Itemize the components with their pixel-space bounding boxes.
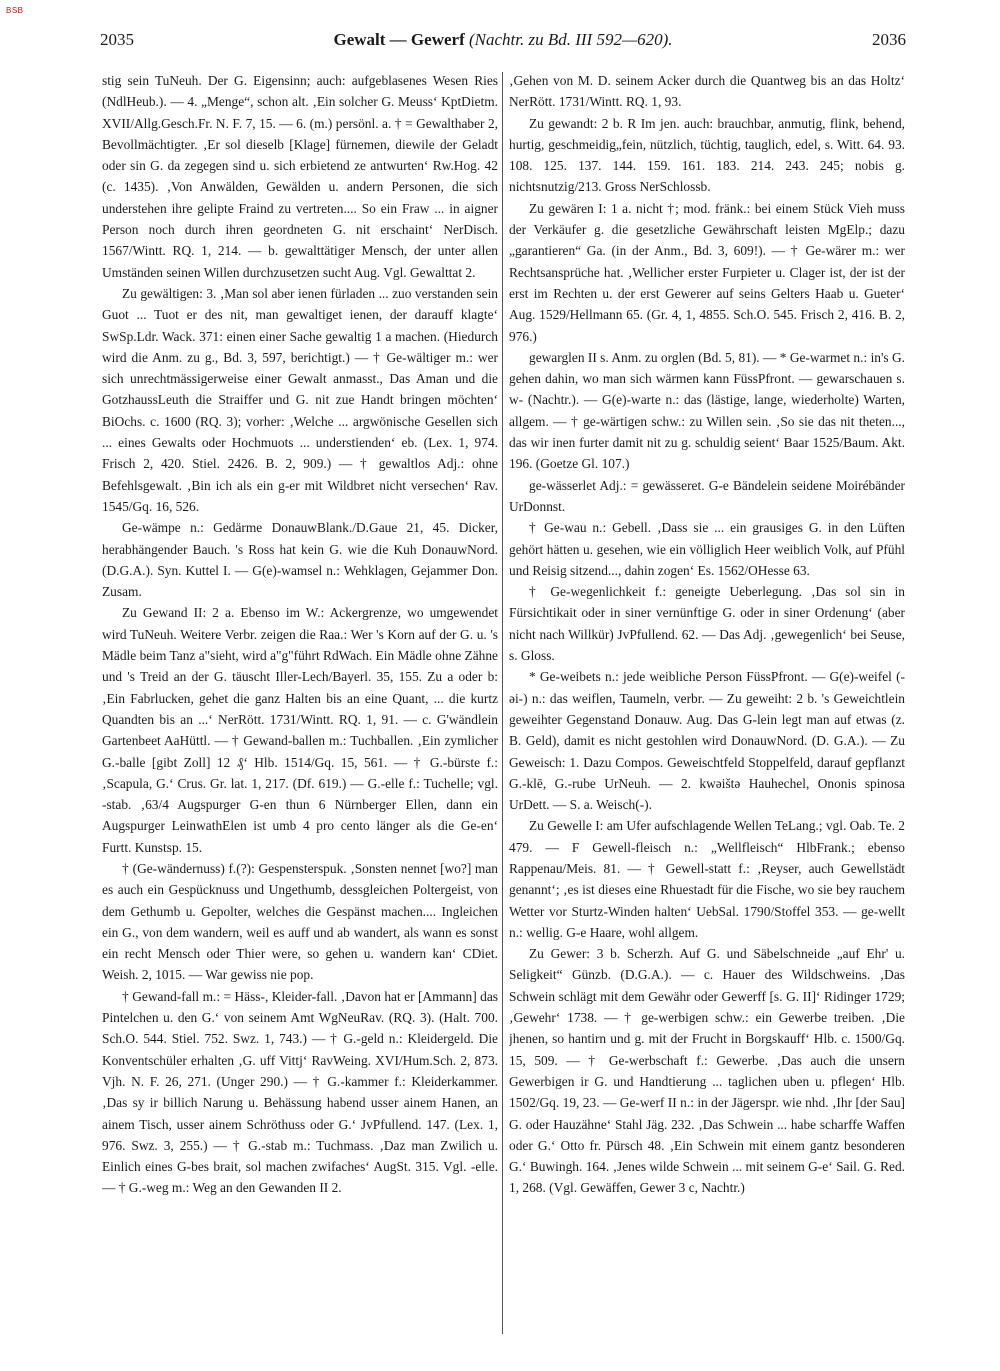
library-stamp: BSB [6,6,24,15]
left-paragraph: † (Ge-wändernuss) f.(?): Gespensterspuk. ‚Sonsten nennet [wo?] man es auch ein Gespücknuss und Ungethumb, dessgleichen Poltergeist, von dem Gethumb u. Gepolter, welches die Gespänst machen.... Ingleichen ein G., von dem wandern, weil es auff und ab wandert, als wann es sonst ein recht Mensch oder Thier were, so gehen u. wandern kan‘ CDiet. Weish. 2, 1015. — War gewiss nie pop. [102,860,498,983]
page-number-left: 2035 [100,30,134,49]
right-paragraph: ‚Gehen von M. D. seinem Acker durch die Quantweg bis an das Holtz‘ NerRött. 1731/Wintt. RQ. 1, 93. [509,73,905,110]
left-column [102,70,498,1340]
right-paragraph: † Ge-wau n.: Gebell. ‚Dass sie ... ein grausiges G. in den Lüften gehört hätten u. gesehen, wie ein völliglich Heer weiblich Volk, auf Pfühl und Reisig sitzend..., dahin zogen‘ Es. 1562/OHesse 63. [509,520,905,578]
page-number-right: 2036 [872,30,906,49]
running-title-words: Gewalt — Gewerf [333,30,465,49]
left-paragraph: Zu gewältigen: 3. ‚Man sol aber ienen fürladen ... zuo verstanden sein Guot ... Tuot er des nit, man gewaltiget ienen, der darauff klagte‘ SwSp.Ldr. Wack. 371: einen einer Sache gewaltig 1 a machen. (Hiedurch wird die Anm. zu g., Bd. 3, 597, berichtigt.) — † Ge-wältiger m.: wer sich unrechtmässigerweise einer Gewalt anmasst., Das Aman und die GotzhaussLeuth die Straiffer und G. nit zue Handt bringen möchten‘ BiOchs. c. 1600 (RQ. 3); vorher: ‚Welche ... argwönische Gesellen sich ... eines Gewalts oder Hochmuots ... understienden‘ eb. (Lex. 1, 974. Frisch 2, 420. Stiel. 2426. B. 2, 909.) — † gewaltlos Adj.: ohne Befehlsgewalt. ‚Bin ich als ein g-er mit Wildbret nicht versechen‘ Rav. 1545/Gq. 16, 526. [102,285,498,514]
left-paragraph: Zu Gewand II: 2 a. Ebenso im W.: Ackergrenze, wo umgewendet wird TuNeuh. Weitere Verbr. zeigen die Raa.: Wer 's Korn auf der G. u. 's Mädle beim Tanz a"sieht, wird a"g"führt RdWach. Ein Mädle ohne Zähne und 's Treid an der G. täuscht Iller-Lech/Bayerl. 35, 155. Zu a oder b: ‚Ein Fabrlucken, gehet die ganz Halten bis an eine Quant, ... die kurtz Quandten bis an ...‘ NerRött. 1731/Wintt. RQ. 1, 91. — c. G'wändlein Gartenbeet AaHüttl. — † Gewand-ballen m.: Tuchballen. ‚Ein zymlicher G.-balle [gibt Zoll] 12 ₰‘ Hlb. 1514/Gq. 15, 561. — † G.-bürste f.: ‚Scapula, G.‘ Crus. Gr. lat. 1, 217. (Df. 619.) — G.-elle f.: Tuchelle; vgl. -stab. ‚63/4 Augspurger G-en thun 6 Nürnberger Ellen, dann ein Augspurger LeinwathElen ist umb 4 pro cento länger als die Ge-en‘ Furtt. Kunstsp. 15. [102,605,498,855]
right-paragraph: ge-wässerlet Adj.: = gewässeret. G-e Bändelein seidene Moirébänder UrDonnst. [509,477,905,514]
right-paragraph: † Ge-wegenlichkeit f.: geneigte Ueberlegung. ‚Das sol sin in Fürsichtikait oder in siner vernünftige G. oder in siner Ordenung‘ (aber nicht nach Willkür) JvPfullend. 62. — Das Adj. ‚gewegenlich‘ bei Seuse, s. Gloss. [509,584,905,664]
right-paragraph: Zu gewären I: 1 a. nicht †; mod. fränk.: bei einem Stück Vieh muss der Verkäufer g. die gesetzliche Gewährschaft leisten MgElp.; dazu „garantieren“ Ga. (in der Anm., Bd. 3, 609!). — † Ge-wärer m.: wer Rechtsansprüche hat. ‚Wellicher erster Furpieter u. Clager ist, der ist der erst im Rechten u. der erst Gewerer auf seins Gelters Haab u. Gueter‘ Aug. 1529/Hellmann 65. (Gr. 4, 1, 4855. Sch.O. 545. Frisch 2, 416. B. 2, 976.) [509,200,905,344]
right-paragraph: Zu Gewelle I: am Ufer aufschlagende Wellen TeLang.; vgl. Oab. Te. 2 479. — F Gewell-fleisch n.: „Wellfleisch“ HlbFrank.; ebenso Rappenau/Meis. 81. — † Gewell-statt f.: ‚Reyser, auch Gewellstädt genannt‘; ‚es ist dieses eine Rhuestadt für die Fische, wo sie bey rauchem Wetter vor Sturtz-Winden halten‘ UebSal. 1790/Stoffel 353. — ge-wellt n.: wellig. G-e Haare, wohl allgem. [509,818,905,940]
running-title [100,30,906,50]
right-paragraph: * Ge-weibets n.: jede weibliche Person FüssPfront. — G(e)-weifel (-əi-) n.: das weiflen, Taumeln, verbr. — Zu geweiht: 2 b. 's Geweichtlein geweihter Gegenstand Donauw. Aug. Das G-lein legt man auf etwas (z. B. Geld), damit es nicht gestohlen wird DonauwNord. (D. G.A.). — Zu Geweisch: 1. Dazu Compos. Geweischtfeld Stoppelfeld, darauf gepflanzt G.-klē, G.-rube UrNeuh. — 2. kwəištə Hauhechel, Ononis spinosa UrDett. — S. a. Weisch(-). [509,669,905,813]
left-paragraph: Ge-wämpe n.: Gedärme DonauwBlank./D.Gaue 21, 45. Dicker, herabhängender Bauch. 's Ross hat kein G. wie die Kuh DonauwNord. (D.G.A.). Syn. Kuttel I. — G(e)-wamsel n.: Wehklagen, Gejammer Don. Zusam. [102,520,498,600]
right-paragraph: Zu Gewer: 3 b. Scherzh. Auf G. und Säbelschneide „auf Ehr' u. Seligkeit“ Günzb. (D.G.A.). — c. Hauer des Wildschweins. ‚Das Schwein schlägt mit dem Gewähr oder Gewerff [s. G. II]‘ Ridinger 1729; ‚Gewehr‘ 1738. — † ge-werbigen schw.: ein Gewerbe treiben. ‚Die jhenen, so hantirn und g. mit der Frucht in Borgskauff‘ Hlb. c. 1500/Gq. 15, 509. — † Ge-werbschaft f.: Gewerbe. ‚Das auch die unsern Gewerbigen ir G. und Handtierung ... taglichen uben u. pflegen‘ Hlb. 1502/Gq. 19, 23. — Ge-werf II n.: in der Jägerspr. wie nhd. ‚Ihr [der Sau] G. oder Hauzähne‘ Stahl Jäg. 232. ‚Das Schwein ... habe scharffe Waffen oder G.‘ Otto fr. Pürsch 48. ‚Ein Schwein mit einem gantz besonderen G.‘ Buwingh. 164. ‚Jenes wilde Schwein ... mit seinem G-e‘ Sail. G. Red. 1, 268. (Vgl. Gewäffen, Gewer 3 c, Nachtr.) [509,946,905,1196]
running-title-note: (Nachtr. zu Bd. III 592—620). [468,30,673,49]
right-column [509,70,905,1340]
page-header [100,28,906,52]
right-paragraph: Zu gewandt: 2 b. R Im jen. auch: brauchbar, anmutig, flink, behend, hurtig, geschmeidig„fein, nützlich, tüchtig, tauglich, edel, s. Witt. 64. 93. 108. 125. 137. 144. 159. 161. 183. 214. 243. 245; nobis g. nichtsnutzig/213. Gross NerSchlossb. [509,115,905,195]
column-divider [502,72,503,1334]
left-paragraph: † Gewand-fall m.: = Häss-, Kleider-fall. ‚Davon hat er [Ammann] das Pintelchen u. den G.‘ von seinem Amt WgNeuRav. (RQ. 3). (Halt. 700. Sch.O. 544. Stiel. 752. Swz. 1, 743.) — † G.-geld n.: Kleidergeld. Die Konventschüler erhalten ‚G. uff Vittj‘ RavWeing. XVI/Hum.Sch. 2, 873. Vjh. N. F. 26, 271. (Unger 290.) — † G.-kammer f.: Kleiderkammer. ‚Das sy ir billich Narung u. Behässung habend usser ainem Hanen, an ainem Tisch, usser ainem Schröthuss oder G.‘ JvPfullend. 147. (Lex. 1, 976. Swz. 3, 255.) — † G.-stab m.: Tuchmass. ‚Daz man Zwilich u. Einlich eines G-bes brait, sol machen zwifaches‘ AugSt. 315. Vgl. -elle. — † G.-weg m.: Weg an den Gewanden II 2. [102,988,498,1196]
left-paragraph: stig sein TuNeuh. Der G. Eigensinn; auch: aufgeblasenes Wesen Ries (NdlHeub.). — 4. „Menge“, schon alt. ‚Ein solcher G. Meuss‘ KptDietm. XVII/Allg.Gesch.Fr. N. F. 7, 15. — 6. (m.) persönl. a. † = Gewalthaber 2, Bevollmächtigter. ‚Er sol dieselb [Klage] fürnemen, diewile der Geladt oder sin G. da zegegen sind u. sich erbietend ze antwurten‘ Rw.Hog. 42 (c. 1435). ‚Von Anwälden, Gewälden u. andern Personen, die sich understehen ihre gelipte Fraind zu vertreten.... So ein Fraw ... in aigner Person noch durch ihren geordneten G. nit erschaint‘ NerDisch. 1567/Wintt. RQ. 1, 214. — b. gewalttätiger Mensch, der unter allen Umständen seinen Willen durchzusetzen sucht Aug. Vgl. Gewalttat 2. [102,73,498,280]
right-paragraph: gewarglen II s. Anm. zu orglen (Bd. 5, 81). — * Ge-warmet n.: in's G. gehen dahin, wo man sich wärmen kann FüssPfront. — gewarschauen s. w- (Nachtr.). — G(e)-warte n.: das (lästige, lange, wiederholte) Warten, allgem. — † ge-wärtigen schw.: zu Willen sein. ‚So sie das nit theten..., das wir inen furter damit nit zu g. schuldig seient‘ Baar 1525/Baum. Akt. 196. (Goetze Gl. 107.) [509,349,905,472]
